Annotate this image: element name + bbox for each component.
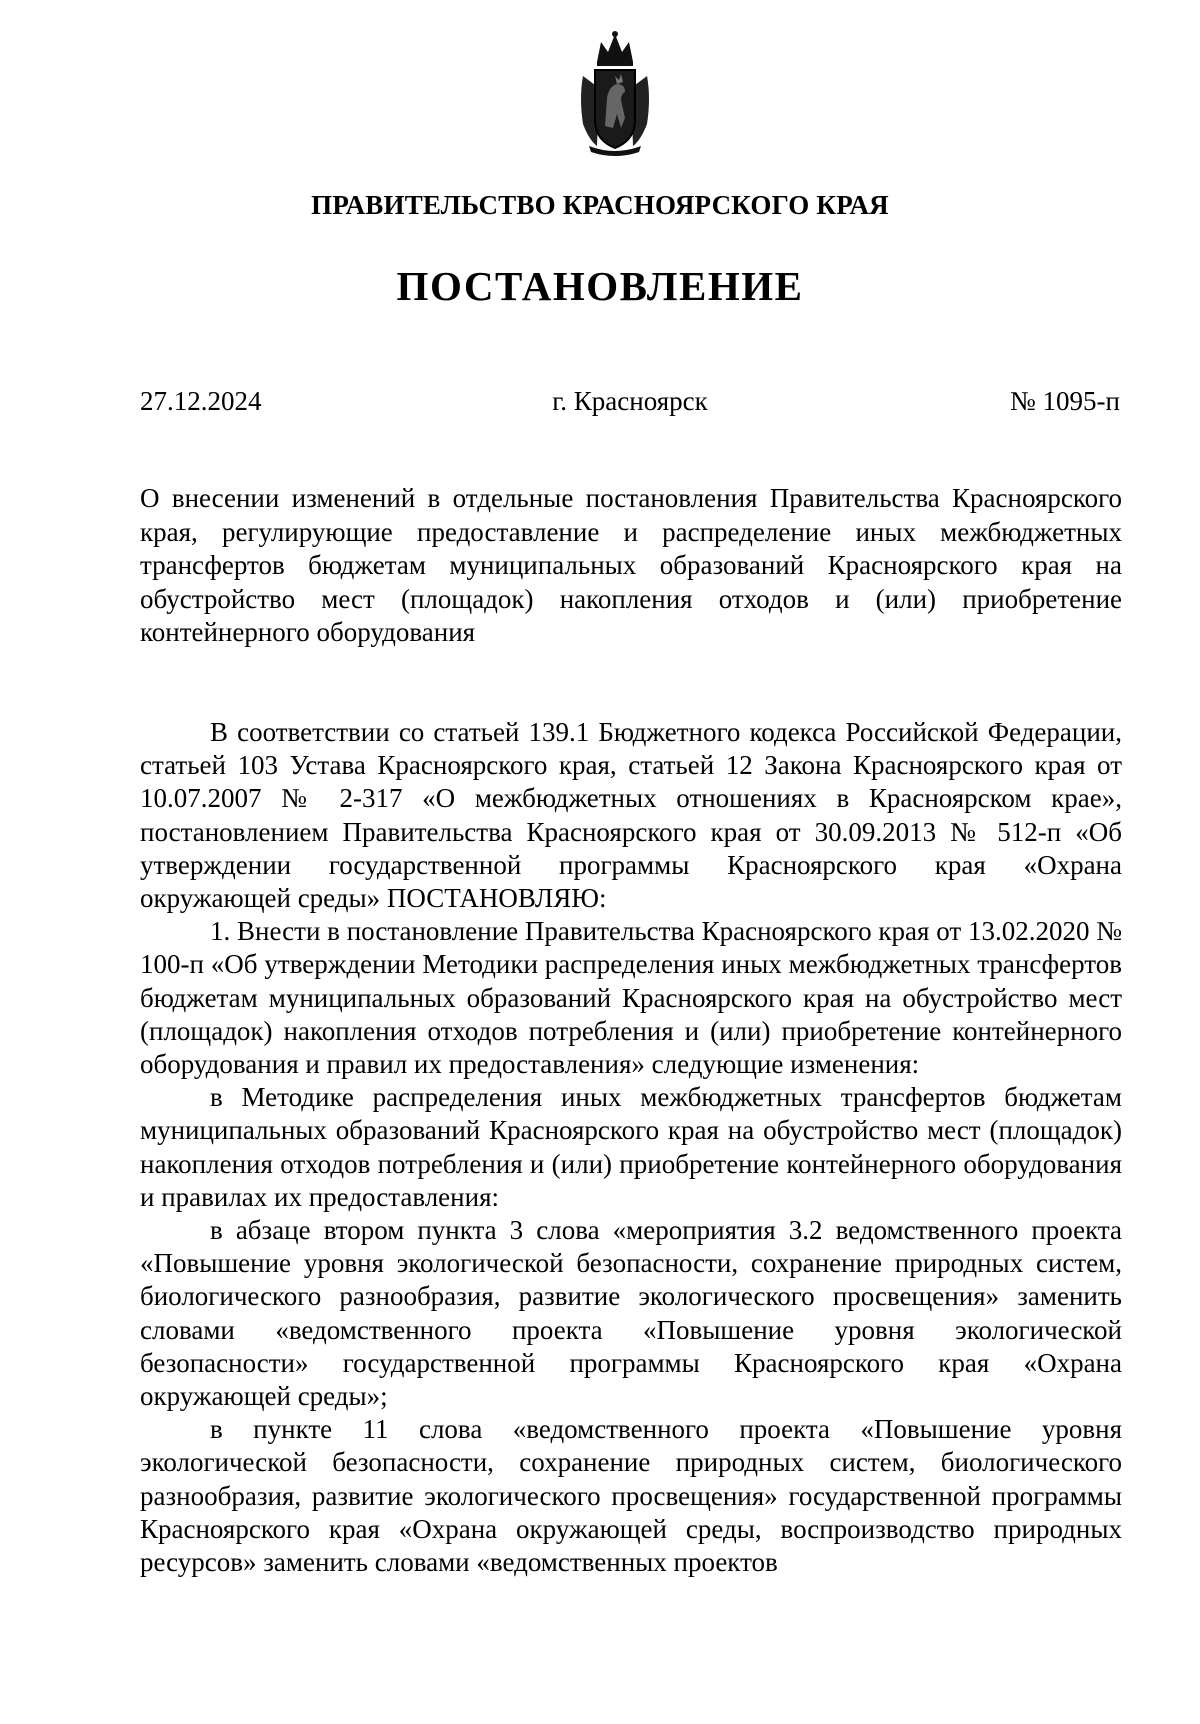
document-number: № 1095-п	[1010, 386, 1120, 416]
document-subject: О внесении изменений в отдельные постановления Правительства Красноярского края, регулирующие предоставление и распределение иных межбюджетных трансфертов бюджетам муниципальных образований Красноярского края на обустройство мест (площадок) накопления отходов и (или) приобретение контейнерного оборудования	[140, 483, 1122, 647]
paragraph: 1. Внести в постановление Правительства Красноярского края от 13.02.2020 № 100-п «Об утверждении Методики распределения иных межбюджетных трансфертов бюджетам муниципальных образований Красноярского края на обустройство мест (площадок) накопления отходов потребления и (или) приобретение контейнерного оборудования и правил их предоставления» следующие изменения:	[140, 916, 1122, 1080]
document-date: 27.12.2024	[140, 386, 262, 416]
document-city: г. Красноярск	[552, 386, 708, 416]
krasnoyarsk-coat-of-arms-icon	[575, 28, 655, 156]
paragraph: в пункте 11 слова «ведомственного проекта «Повышение уровня экологической безопасности, сохранение природных систем, биологического разнообразия, развитие экологического просвещения» государственной программы Красноярского края «Охрана окружающей среды, воспроизводство природных ресурсов» заменить словами «ведомственных проектов	[140, 1414, 1122, 1578]
document-type-title: ПОСТАНОВЛЕНИЕ	[396, 263, 804, 309]
paragraph: В соответствии со статьей 139.1 Бюджетного кодекса Российской Федерации, статьей 103 Устава Красноярского края, статьей 12 Закона Красноярского края от 10.07.2007 № 2-317 «О межбюджетных отношениях в Красноярском крае», постановлением Правительства Красноярского края от 30.09.2013 № 512-п «Об утверждении государственной программы Красноярского края «Охрана окружающей среды» ПОСТАНОВЛЯЮ:	[140, 717, 1122, 914]
document-body	[140, 716, 1122, 1579]
document-meta	[140, 386, 1120, 426]
organization-title: ПРАВИТЕЛЬСТВО КРАСНОЯРСКОГО КРАЯ	[311, 190, 889, 220]
paragraph: в абзаце втором пункта 3 слова «мероприятия 3.2 ведомственного проекта «Повышение уровня экологической безопасности, сохранение природных систем, биологического разнообразия, развитие экологического просвещения» заменить словами «ведомственного проекта «Повышение уровня экологической безопасности» государственной программы Красноярского края «Охрана окружающей среды»;	[140, 1215, 1122, 1412]
paragraph: в Методике распределения иных межбюджетных трансфертов бюджетам муниципальных образований Красноярского края на обустройство мест (площадок) накопления отходов потребления и (или) приобретение контейнерного оборудования и правилах их предоставления:	[140, 1082, 1122, 1212]
